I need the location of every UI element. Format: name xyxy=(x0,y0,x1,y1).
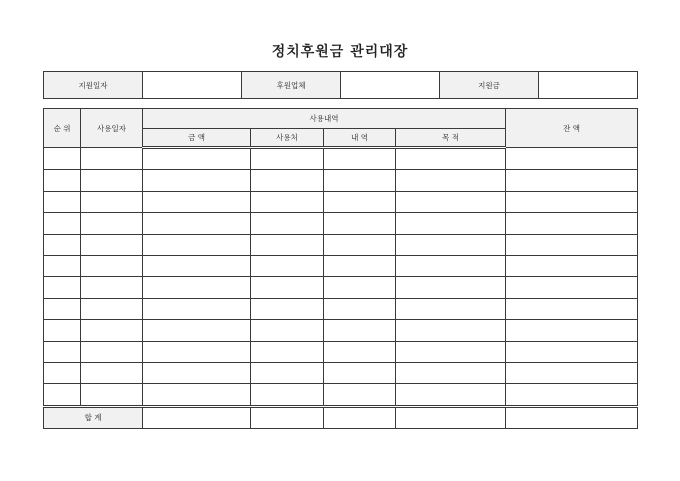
support-amount-label: 지원금 xyxy=(440,72,539,99)
user-cell[interactable] xyxy=(251,298,324,319)
balance-cell[interactable] xyxy=(506,298,638,319)
ledger-table xyxy=(43,108,638,429)
rank-cell[interactable] xyxy=(44,191,81,212)
amount-cell[interactable] xyxy=(143,320,251,341)
balance-cell[interactable] xyxy=(506,170,638,191)
total-content-cell[interactable] xyxy=(324,406,396,428)
purpose-cell[interactable] xyxy=(396,213,506,234)
use-date-cell[interactable] xyxy=(81,362,143,383)
content-cell[interactable] xyxy=(324,148,396,170)
table-row xyxy=(44,320,638,341)
balance-cell[interactable] xyxy=(506,191,638,212)
total-balance-cell[interactable] xyxy=(506,406,638,428)
total-purpose-cell[interactable] xyxy=(396,406,506,428)
use-date-cell[interactable] xyxy=(81,148,143,170)
balance-cell[interactable] xyxy=(506,213,638,234)
rank-header: 순 위 xyxy=(44,109,81,148)
balance-header: 잔 액 xyxy=(506,109,638,148)
support-amount-field[interactable] xyxy=(539,72,638,99)
purpose-cell[interactable] xyxy=(396,255,506,276)
content-cell[interactable] xyxy=(324,298,396,319)
user-cell[interactable] xyxy=(251,384,324,406)
amount-cell[interactable] xyxy=(143,298,251,319)
use-date-header: 사용일자 xyxy=(81,109,143,148)
user-cell[interactable] xyxy=(251,148,324,170)
balance-cell[interactable] xyxy=(506,384,638,406)
use-date-cell[interactable] xyxy=(81,277,143,298)
sponsor-company-field[interactable] xyxy=(341,72,440,99)
amount-cell[interactable] xyxy=(143,255,251,276)
support-date-label: 지원일자 xyxy=(44,72,143,99)
content-cell[interactable] xyxy=(324,384,396,406)
table-row xyxy=(44,298,638,319)
purpose-cell[interactable] xyxy=(396,341,506,362)
purpose-cell[interactable] xyxy=(396,384,506,406)
balance-cell[interactable] xyxy=(506,234,638,255)
content-cell[interactable] xyxy=(324,191,396,212)
use-date-cell[interactable] xyxy=(81,384,143,406)
table-row xyxy=(44,148,638,170)
amount-cell[interactable] xyxy=(143,213,251,234)
purpose-header: 목 적 xyxy=(396,129,506,148)
use-date-cell[interactable] xyxy=(81,341,143,362)
amount-cell[interactable] xyxy=(143,148,251,170)
info-table xyxy=(43,71,638,99)
table-row xyxy=(44,234,638,255)
user-cell[interactable] xyxy=(251,277,324,298)
content-cell[interactable] xyxy=(324,170,396,191)
purpose-cell[interactable] xyxy=(396,362,506,383)
rank-cell[interactable] xyxy=(44,362,81,383)
user-cell[interactable] xyxy=(251,234,324,255)
use-date-cell[interactable] xyxy=(81,213,143,234)
content-cell[interactable] xyxy=(324,213,396,234)
table-row xyxy=(44,191,638,212)
balance-cell[interactable] xyxy=(506,148,638,170)
rank-cell[interactable] xyxy=(44,148,81,170)
purpose-cell[interactable] xyxy=(396,148,506,170)
table-row xyxy=(44,341,638,362)
use-date-cell[interactable] xyxy=(81,320,143,341)
amount-cell[interactable] xyxy=(143,191,251,212)
user-cell[interactable] xyxy=(251,341,324,362)
amount-cell[interactable] xyxy=(143,234,251,255)
user-cell[interactable] xyxy=(251,213,324,234)
amount-cell[interactable] xyxy=(143,362,251,383)
purpose-cell[interactable] xyxy=(396,277,506,298)
content-cell[interactable] xyxy=(324,320,396,341)
balance-cell[interactable] xyxy=(506,255,638,276)
rank-cell[interactable] xyxy=(44,298,81,319)
support-date-field[interactable] xyxy=(143,72,242,99)
content-cell[interactable] xyxy=(324,362,396,383)
content-cell[interactable] xyxy=(324,234,396,255)
amount-cell[interactable] xyxy=(143,384,251,406)
sponsor-company-label: 후원업체 xyxy=(242,72,341,99)
table-row xyxy=(44,213,638,234)
balance-cell[interactable] xyxy=(506,277,638,298)
amount-cell[interactable] xyxy=(143,341,251,362)
rank-cell[interactable] xyxy=(44,341,81,362)
rank-cell[interactable] xyxy=(44,234,81,255)
rank-cell[interactable] xyxy=(44,320,81,341)
table-row xyxy=(44,362,638,383)
user-header: 사용처 xyxy=(251,129,324,148)
ledger-body xyxy=(44,148,638,407)
use-date-cell[interactable] xyxy=(81,255,143,276)
user-cell[interactable] xyxy=(251,191,324,212)
content-header: 내 역 xyxy=(324,129,396,148)
rank-cell[interactable] xyxy=(44,170,81,191)
total-label: 합 계 xyxy=(44,406,143,428)
total-amount-cell[interactable] xyxy=(143,406,251,428)
balance-cell[interactable] xyxy=(506,362,638,383)
purpose-cell[interactable] xyxy=(396,234,506,255)
balance-cell[interactable] xyxy=(506,320,638,341)
purpose-cell[interactable] xyxy=(396,320,506,341)
rank-cell[interactable] xyxy=(44,384,81,406)
user-cell[interactable] xyxy=(251,362,324,383)
total-user-cell[interactable] xyxy=(251,406,324,428)
rank-cell[interactable] xyxy=(44,255,81,276)
purpose-cell[interactable] xyxy=(396,298,506,319)
table-row xyxy=(44,277,638,298)
use-date-cell[interactable] xyxy=(81,298,143,319)
amount-header: 금 액 xyxy=(143,129,251,148)
user-cell[interactable] xyxy=(251,320,324,341)
content-cell[interactable] xyxy=(324,255,396,276)
usage-details-header: 사용내역 xyxy=(143,109,506,129)
use-date-cell[interactable] xyxy=(81,191,143,212)
balance-cell[interactable] xyxy=(506,341,638,362)
use-date-cell[interactable] xyxy=(81,234,143,255)
purpose-cell[interactable] xyxy=(396,191,506,212)
use-date-cell[interactable] xyxy=(81,170,143,191)
user-cell[interactable] xyxy=(251,255,324,276)
purpose-cell[interactable] xyxy=(396,170,506,191)
document-title: 정치후원금 관리대장 xyxy=(271,44,409,60)
table-row xyxy=(44,255,638,276)
rank-cell[interactable] xyxy=(44,277,81,298)
table-row xyxy=(44,384,638,406)
table-row xyxy=(44,170,638,191)
rank-cell[interactable] xyxy=(44,213,81,234)
user-cell[interactable] xyxy=(251,170,324,191)
amount-cell[interactable] xyxy=(143,277,251,298)
content-cell[interactable] xyxy=(324,277,396,298)
content-cell[interactable] xyxy=(324,341,396,362)
amount-cell[interactable] xyxy=(143,170,251,191)
